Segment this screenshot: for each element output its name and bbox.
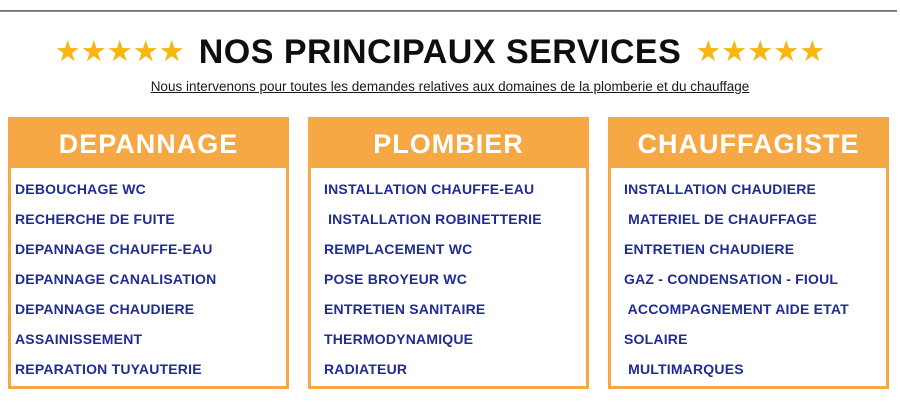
service-item[interactable]: RADIATEUR [324, 361, 408, 377]
service-item[interactable]: MATERIEL DE CHAUFFAGE [624, 211, 817, 227]
star-icon: ★ [799, 35, 826, 68]
service-item[interactable]: POSE BROYEUR WC [324, 271, 468, 287]
star-icon: ★ [54, 35, 81, 68]
star-icon: ★ [747, 35, 774, 68]
service-item[interactable]: DEPANNAGE CHAUFFE-EAU [15, 241, 213, 257]
star-icon: ★ [721, 35, 748, 68]
star-icon: ★ [773, 35, 800, 68]
column-chauffagiste [608, 117, 889, 389]
service-item[interactable]: REMPLACEMENT WC [324, 241, 473, 257]
column-body-depannage [11, 168, 286, 384]
service-item[interactable]: INSTALLATION ROBINETTERIE [324, 211, 542, 227]
title-row [0, 30, 880, 74]
service-item[interactable]: ENTRETIEN CHAUDIERE [624, 241, 795, 257]
service-item[interactable]: INSTALLATION CHAUFFE-EAU [324, 181, 535, 197]
column-plombier [308, 117, 589, 389]
service-item[interactable]: INSTALLATION CHAUDIERE [624, 181, 817, 197]
service-item[interactable]: MULTIMARQUES [624, 361, 744, 377]
page-subtitle: Nous intervenons pour toutes les demandes relatives aux domaines de la plomberie et du chauffage [150, 79, 750, 94]
service-item[interactable]: DEBOUCHAGE WC [15, 181, 146, 197]
top-divider [0, 10, 897, 12]
service-item[interactable]: ENTRETIEN SANITAIRE [324, 301, 486, 317]
service-item[interactable]: RECHERCHE DE FUITE [15, 211, 175, 227]
service-item[interactable]: DEPANNAGE CHAUDIERE [15, 301, 195, 317]
column-body-chauffagiste [611, 168, 886, 384]
service-item[interactable]: SOLAIRE [624, 331, 688, 347]
column-header-chauffagiste: CHAUFFAGISTE [611, 120, 886, 168]
service-item[interactable]: ACCOMPAGNEMENT AIDE ETAT [624, 301, 849, 317]
star-icon: ★ [695, 35, 722, 68]
star-icon: ★ [132, 35, 159, 68]
service-item[interactable]: ASSAINISSEMENT [15, 331, 143, 347]
service-item[interactable]: GAZ - CONDENSATION - FIOUL [624, 271, 839, 287]
star-icon: ★ [80, 35, 107, 68]
column-body-plombier [311, 168, 586, 384]
subtitle-row [0, 78, 900, 96]
column-depannage [8, 117, 289, 389]
star-icon: ★ [158, 35, 185, 68]
stars-right [695, 35, 826, 68]
star-icon: ★ [106, 35, 133, 68]
service-item[interactable]: DEPANNAGE CANALISATION [15, 271, 217, 287]
stars-left [54, 35, 185, 68]
column-header-depannage: DEPANNAGE [11, 120, 286, 168]
page-title: NOS PRINCIPAUX SERVICES [198, 33, 682, 71]
service-item[interactable]: REPARATION TUYAUTERIE [15, 361, 202, 377]
column-header-plombier: PLOMBIER [311, 120, 586, 168]
service-item[interactable]: THERMODYNAMIQUE [324, 331, 474, 347]
